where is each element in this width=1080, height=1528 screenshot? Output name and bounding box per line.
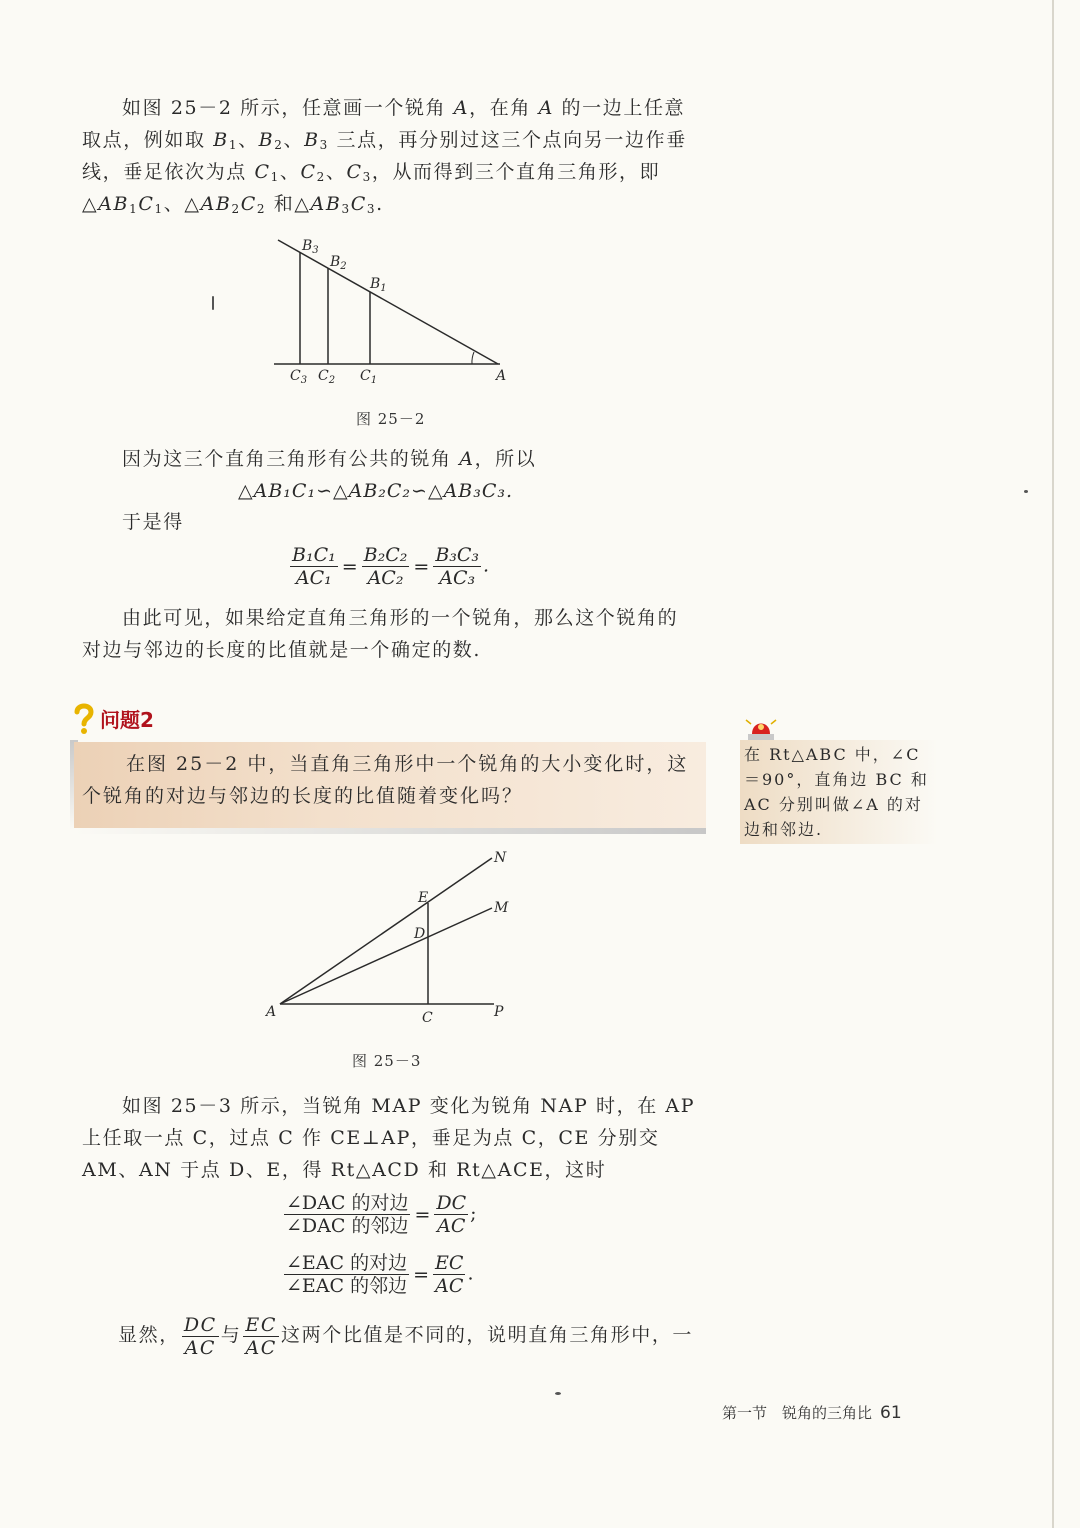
- page-footer: [722, 1402, 902, 1423]
- math-var: C: [254, 161, 271, 183]
- text-run: 因为这三个直角三角形有公共的锐角: [122, 448, 460, 470]
- subscript: 2: [274, 138, 284, 152]
- denominator: AC₃: [439, 567, 476, 589]
- label-b3: $B_3$: [302, 238, 319, 256]
- page-number: 61: [880, 1403, 902, 1423]
- text-run: 的一边上任意取点，例如取: [82, 97, 686, 151]
- subscript: 1: [154, 202, 164, 216]
- label-p: P: [494, 1004, 504, 1020]
- alert-siren-icon: [744, 712, 778, 742]
- paragraph-similar: [82, 443, 702, 475]
- figure-25-3: [260, 848, 520, 1032]
- text-run: 显然，: [118, 1324, 180, 1346]
- text-run: 、: [238, 129, 259, 151]
- numerator: ∠DAC 的对边: [286, 1192, 409, 1214]
- paragraph-intro: [82, 92, 702, 220]
- fraction-ec-ac: [433, 1252, 465, 1297]
- fraction-1: [290, 544, 338, 589]
- equation-eac: [282, 1252, 473, 1297]
- side-note: 在 Rt△ABC 中，∠C＝90°，直角边 BC 和 AC 分别叫做∠A 的对边和邻边.: [740, 740, 938, 844]
- text-run: 如图 25－2 所示，任意画一个锐角: [122, 97, 454, 119]
- subscript: 1: [270, 170, 280, 184]
- label-c3: $C_3$: [290, 368, 308, 386]
- text-run: 三点，再分别过这三个点向另一边作垂线，垂足依次为点: [82, 129, 687, 183]
- hypotenuse-line: [278, 240, 498, 364]
- page-edge-line: [1052, 0, 1054, 1528]
- label-c2: $C_2$: [318, 368, 336, 386]
- label-c: C: [422, 1010, 433, 1026]
- subscript: 3: [319, 138, 329, 152]
- subscript: 3: [366, 202, 377, 216]
- period: .: [483, 554, 490, 577]
- fraction-ec-ac-inline: [243, 1314, 279, 1359]
- subscript: 2: [256, 202, 267, 216]
- equals-sign: =: [413, 1263, 430, 1286]
- denominator: AC: [437, 1215, 466, 1237]
- label-b1: $B_1$: [370, 276, 387, 294]
- subscript: 1: [228, 138, 239, 152]
- label-b2: $B_2$: [330, 254, 347, 272]
- math-var: C: [350, 193, 367, 215]
- equals-sign: =: [414, 1203, 431, 1226]
- text-run: ，从而得到三个直角三角形，即△: [82, 161, 661, 215]
- denominator: AC₂: [367, 567, 404, 589]
- period: .: [467, 1262, 474, 1285]
- equals-sign: =: [413, 555, 430, 578]
- fraction-3: [433, 544, 481, 589]
- denominator: AC: [184, 1336, 217, 1359]
- text-run: ，所以: [474, 448, 537, 470]
- text-run: 与: [220, 1324, 242, 1346]
- text-run: .: [376, 193, 384, 215]
- denominator: AC: [435, 1275, 464, 1297]
- math-var: A: [538, 97, 554, 119]
- denominator: ∠EAC 的邻边: [286, 1275, 408, 1297]
- math-var: C: [138, 193, 155, 215]
- question-mark-icon: [72, 700, 96, 736]
- subscript: 2: [316, 170, 326, 184]
- math-var: AB: [310, 193, 342, 215]
- subscript: 2: [231, 202, 241, 216]
- figure-25-3-svg: [260, 848, 520, 1028]
- paragraph-angle-change: 如图 25－3 所示，当锐角 MAP 变化为锐角 NAP 时，在 AP 上任取一点 C，过点 C 作 CE⊥AP，垂足为点 C，CE 分别交 AM、AN 于点 D、E，得 Rt△ACD 和 Rt△ACE，这时: [82, 1095, 696, 1181]
- text-run: 这两个比值是不同的，说明直角三角形中，一: [281, 1324, 694, 1346]
- math-var: B: [304, 129, 320, 151]
- text-run: 、: [279, 161, 301, 183]
- equation-dac: [282, 1192, 477, 1237]
- label-n: N: [494, 850, 507, 866]
- denominator: AC₁: [295, 567, 332, 589]
- math-var: A: [459, 448, 475, 470]
- text-run: 、: [283, 129, 305, 151]
- text-run: 、: [325, 161, 347, 183]
- fraction-dac: [284, 1192, 410, 1237]
- problem-title: 问题2: [100, 708, 154, 732]
- angle-a-arc: [472, 352, 474, 364]
- math-var: AB: [200, 193, 232, 215]
- figure-25-2: [260, 230, 520, 394]
- denominator: AC: [245, 1336, 277, 1359]
- label-c1: $C_1$: [360, 368, 378, 386]
- ratio-equation: [288, 544, 489, 589]
- math-var: B: [258, 129, 275, 151]
- fraction-eac: [284, 1252, 409, 1297]
- math-var: AB: [98, 193, 130, 215]
- problem-box-shadow: [74, 828, 706, 834]
- label-a: A: [496, 368, 507, 384]
- section-title: 第一节 锐角的三角比: [722, 1404, 873, 1422]
- math-var: C: [346, 161, 363, 183]
- paragraph-conclusion: 由此可见，如果给定直角三角形的一个锐角，那么这个锐角的对边与邻边的长度的比值就是一个确定的数.: [82, 607, 679, 661]
- subscript: 3: [362, 170, 372, 184]
- math-var: B: [213, 129, 229, 151]
- fraction-dc-ac-inline: [182, 1314, 219, 1359]
- scan-speck: [212, 296, 214, 310]
- scan-speck: [1024, 490, 1028, 493]
- similar-triangles-statement: △AB₁C₁∽△AB₂C₂∽△AB₃C₃.: [238, 480, 514, 502]
- numerator: ∠EAC 的对边: [286, 1252, 408, 1274]
- fraction-dc-ac: [434, 1192, 468, 1237]
- ray-an: [280, 858, 492, 1004]
- numerator: B₃C₃: [435, 544, 480, 566]
- math-var: A: [453, 97, 470, 119]
- numerator: EC: [435, 1252, 464, 1274]
- thus-text: 于是得: [122, 511, 184, 533]
- figure-25-3-caption: 图 25－3: [352, 1052, 422, 1070]
- figure-25-2-svg: [260, 230, 520, 390]
- label-m: M: [494, 900, 509, 916]
- semicolon: ;: [470, 1202, 477, 1225]
- label-e: E: [418, 890, 429, 906]
- problem-text: 在图 25－2 中，当直角三角形中一个锐角的大小变化时，这个锐角的对边与邻边的长度的比值随着变化吗？: [82, 753, 689, 807]
- numerator: B₁C₁: [292, 544, 336, 566]
- denominator: ∠DAC 的邻边: [286, 1215, 409, 1237]
- math-var: C: [300, 161, 317, 183]
- scan-speck: [555, 1392, 561, 1395]
- numerator: DC: [183, 1313, 217, 1336]
- subscript: 3: [341, 202, 351, 216]
- text-run: ，在角: [469, 97, 539, 119]
- numerator: DC: [436, 1192, 467, 1214]
- numerator: EC: [245, 1313, 278, 1336]
- numerator: B₂C₂: [363, 544, 408, 566]
- text-run: 和△: [266, 193, 311, 215]
- label-a: A: [266, 1004, 277, 1020]
- fraction-2: [362, 544, 410, 589]
- label-d: D: [414, 926, 426, 942]
- text-run: 、△: [163, 193, 201, 215]
- paragraph-obviously: [118, 1312, 708, 1359]
- math-var: C: [240, 193, 257, 215]
- subscript: 1: [129, 202, 139, 216]
- figure-25-2-caption: 图 25－2: [356, 410, 426, 428]
- equals-sign: =: [341, 555, 358, 578]
- ray-am: [280, 908, 492, 1004]
